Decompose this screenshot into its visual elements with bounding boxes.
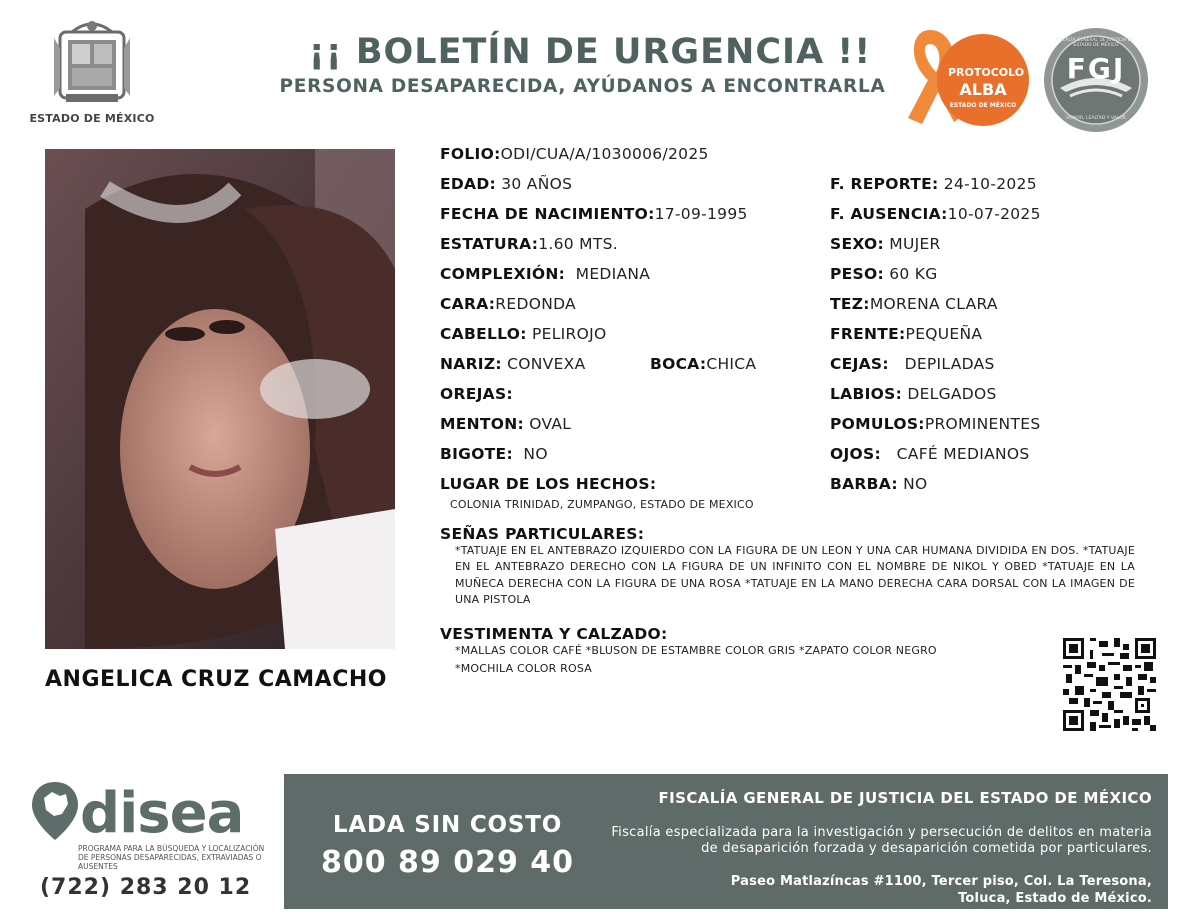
field-estatura-label: ESTATURA: — [440, 235, 539, 253]
lada-number: 800 89 029 40 — [320, 845, 575, 880]
field-labios-label: LABIOS: — [830, 385, 903, 403]
field-frente-label: FRENTE: — [830, 325, 906, 343]
qr-code[interactable] — [1063, 638, 1156, 731]
fgj-logo-text: FGJ — [1066, 52, 1126, 85]
field-cabello-label: CABELLO: — [440, 325, 527, 343]
field-cara — [440, 295, 576, 313]
field-pomulos-label: POMULOS: — [830, 415, 925, 433]
senas-heading — [440, 525, 644, 543]
field-lugar-value: COLONIA TRINIDAD, ZUMPANGO, ESTADO DE MEXICO — [450, 498, 754, 511]
fgj-address-line2: Toluca, Estado de México. — [958, 891, 1152, 906]
alba-line3: ESTADO DE MÉXICO — [949, 102, 1017, 109]
field-ausencia-label: F. AUSENCIA: — [830, 205, 948, 223]
field-nariz — [440, 355, 586, 373]
protocolo-alba-logo — [900, 22, 1030, 134]
field-barba — [830, 475, 927, 493]
field-tez-label: TEZ: — [830, 295, 870, 313]
field-nacimiento-label: FECHA DE NACIMIENTO: — [440, 205, 655, 223]
vestimenta-heading — [440, 625, 667, 643]
field-tez — [830, 295, 998, 313]
field-sexo — [830, 235, 941, 253]
field-lugar-label: LUGAR DE LOS HECHOS: — [440, 475, 657, 493]
bulletin-title: ¡¡ BOLETÍN DE URGENCIA !! — [308, 32, 872, 72]
fgj-title: FISCALÍA GENERAL DE JUSTICIA DEL ESTADO DE MÉXICO — [658, 789, 1152, 807]
field-nariz-label: NARIZ: — [440, 355, 502, 373]
qr-code-icon — [1063, 638, 1156, 731]
field-edad — [440, 175, 572, 193]
fgj-address-line1: Paseo Matlazíncas #1100, Tercer piso, Col. La Teresona, — [730, 874, 1152, 889]
odisea-map-pin-icon — [30, 780, 80, 842]
lada-label: LADA SIN COSTO — [332, 812, 563, 838]
field-sexo-value: MUJER — [889, 235, 941, 253]
alba-line2: ALBA — [959, 80, 1007, 99]
field-reporte-label: F. REPORTE: — [830, 175, 939, 193]
field-complexion — [440, 265, 650, 283]
field-ojos — [830, 445, 1030, 463]
field-edad-label: EDAD: — [440, 175, 497, 193]
field-orejas-label: OREJAS: — [440, 385, 513, 403]
field-tez-value: MORENA CLARA — [869, 295, 998, 313]
field-lugar — [440, 475, 656, 493]
senas-text: *TATUAJE EN EL ANTEBRAZO IZQUIERDO CON LA FIGURA DE UN LEON Y UNA CAR HUMANA DIVIDIDA EN DOS. *TATUAJE EN EL ANTEBRAZO DERECHO CON LA FIGURA DE UN INFINITO CON EL NOMBRE DE NIKOL Y OBED *TATUAJE EN LA MUÑECA DERECHA CON LA FIGURA DE UNA ROSA *TATUAJE EN LA MANO DERECHA CARA DORSAL CON LA IMAGEN DE UNA PISTOLA — [455, 544, 1135, 606]
field-boca — [650, 355, 756, 373]
fgj-ring-text: FISCALÍA GENERAL DE JUSTICIA DEL ESTADO DE MÉXICO — [1055, 38, 1137, 48]
field-nacimiento-value: 17-09-1995 — [654, 205, 748, 223]
state-logo-label: ESTADO DE MÉXICO — [29, 112, 155, 125]
field-estatura-value: 1.60 MTS. — [538, 235, 618, 253]
field-complexion-label: COMPLEXIÓN: — [440, 265, 566, 283]
field-folio — [440, 145, 709, 163]
field-reporte-value: 24-10-2025 — [943, 175, 1037, 193]
field-peso — [830, 265, 938, 283]
vestimenta-label: VESTIMENTA Y CALZADO: — [440, 625, 668, 643]
field-menton-value: OVAL — [529, 415, 572, 433]
state-coat-of-arms-icon — [52, 18, 132, 106]
fgj-address — [600, 873, 1152, 907]
field-pomulos-value: PROMINENTES — [924, 415, 1041, 433]
field-cejas — [830, 355, 995, 373]
field-reporte — [830, 175, 1037, 193]
field-nariz-value: CONVEXA — [507, 355, 586, 373]
field-peso-label: PESO: — [830, 265, 884, 283]
field-barba-label: BARBA: — [830, 475, 898, 493]
field-nacimiento — [440, 205, 748, 223]
odisea-word: disea — [80, 781, 244, 846]
field-ausencia — [830, 205, 1041, 223]
field-pomulos — [830, 415, 1040, 433]
field-cabello — [440, 325, 606, 343]
field-edad-value: 30 AÑOS — [501, 175, 573, 193]
field-bigote-label: BIGOTE: — [440, 445, 513, 463]
senas-label: SEÑAS PARTICULARES: — [440, 525, 645, 543]
alba-line1: PROTOCOLO — [948, 66, 1025, 79]
field-ausencia-value: 10-07-2025 — [947, 205, 1041, 223]
field-frente — [830, 325, 982, 343]
field-menton-label: MENTON: — [440, 415, 525, 433]
field-frente-value: PEQUEÑA — [905, 325, 983, 343]
field-boca-label: BOCA: — [650, 355, 707, 373]
person-photo — [45, 149, 395, 649]
field-folio-value: ODI/CUA/A/1030006/2025 — [500, 145, 709, 163]
field-orejas — [440, 385, 513, 403]
field-ojos-value: CAFÉ MEDIANOS — [896, 445, 1030, 463]
field-cejas-label: CEJAS: — [830, 355, 889, 373]
state-logo — [28, 18, 156, 125]
field-folio-label: FOLIO: — [440, 145, 501, 163]
person-name: ANGELICA CRUZ CAMACHO — [45, 667, 387, 692]
field-complexion-value: MEDIANA — [575, 265, 651, 283]
field-peso-value: 60 KG — [889, 265, 938, 283]
odisea-subtitle: PROGRAMA PARA LA BÚSQUEDA Y LOCALIZACIÓN DE PERSONAS DESAPARECIDAS, EXTRAVIADAS O AUSENTES — [78, 844, 265, 871]
field-cabello-value: PELIROJO — [531, 325, 607, 343]
field-bigote — [440, 445, 548, 463]
field-barba-value: NO — [903, 475, 928, 493]
odisea-logo — [30, 780, 275, 871]
field-sexo-label: SEXO: — [830, 235, 885, 253]
field-ojos-label: OJOS: — [830, 445, 881, 463]
field-cara-value: REDONDA — [495, 295, 576, 313]
odisea-phone: (722) 283 20 12 — [40, 875, 252, 900]
bulletin-subtitle: PERSONA DESAPARECIDA, AYÚDANOS A ENCONTRARLA — [279, 76, 886, 97]
field-menton — [440, 415, 571, 433]
vestimenta-line1: *MALLAS COLOR CAFÉ *BLUSON DE ESTAMBRE COLOR GRIS *ZAPATO COLOR NEGRO — [455, 644, 937, 657]
field-cara-label: CARA: — [440, 295, 496, 313]
field-cejas-value: DEPILADAS — [904, 355, 995, 373]
fgj-logo — [1040, 26, 1152, 134]
field-estatura — [440, 235, 618, 253]
vestimenta-line2: *MOCHILA COLOR ROSA — [455, 662, 592, 675]
field-labios — [830, 385, 997, 403]
fgj-description: Fiscalía especializada para la investigación y persecución de delitos en materia de desaparición forzada y desaparición cometida por particulares. — [611, 825, 1152, 856]
fgj-motto: HONOR, LEALTAD Y VALOR — [1066, 116, 1126, 121]
field-boca-value: CHICA — [706, 355, 757, 373]
field-labios-value: DELGADOS — [907, 385, 997, 403]
field-bigote-value: NO — [523, 445, 548, 463]
